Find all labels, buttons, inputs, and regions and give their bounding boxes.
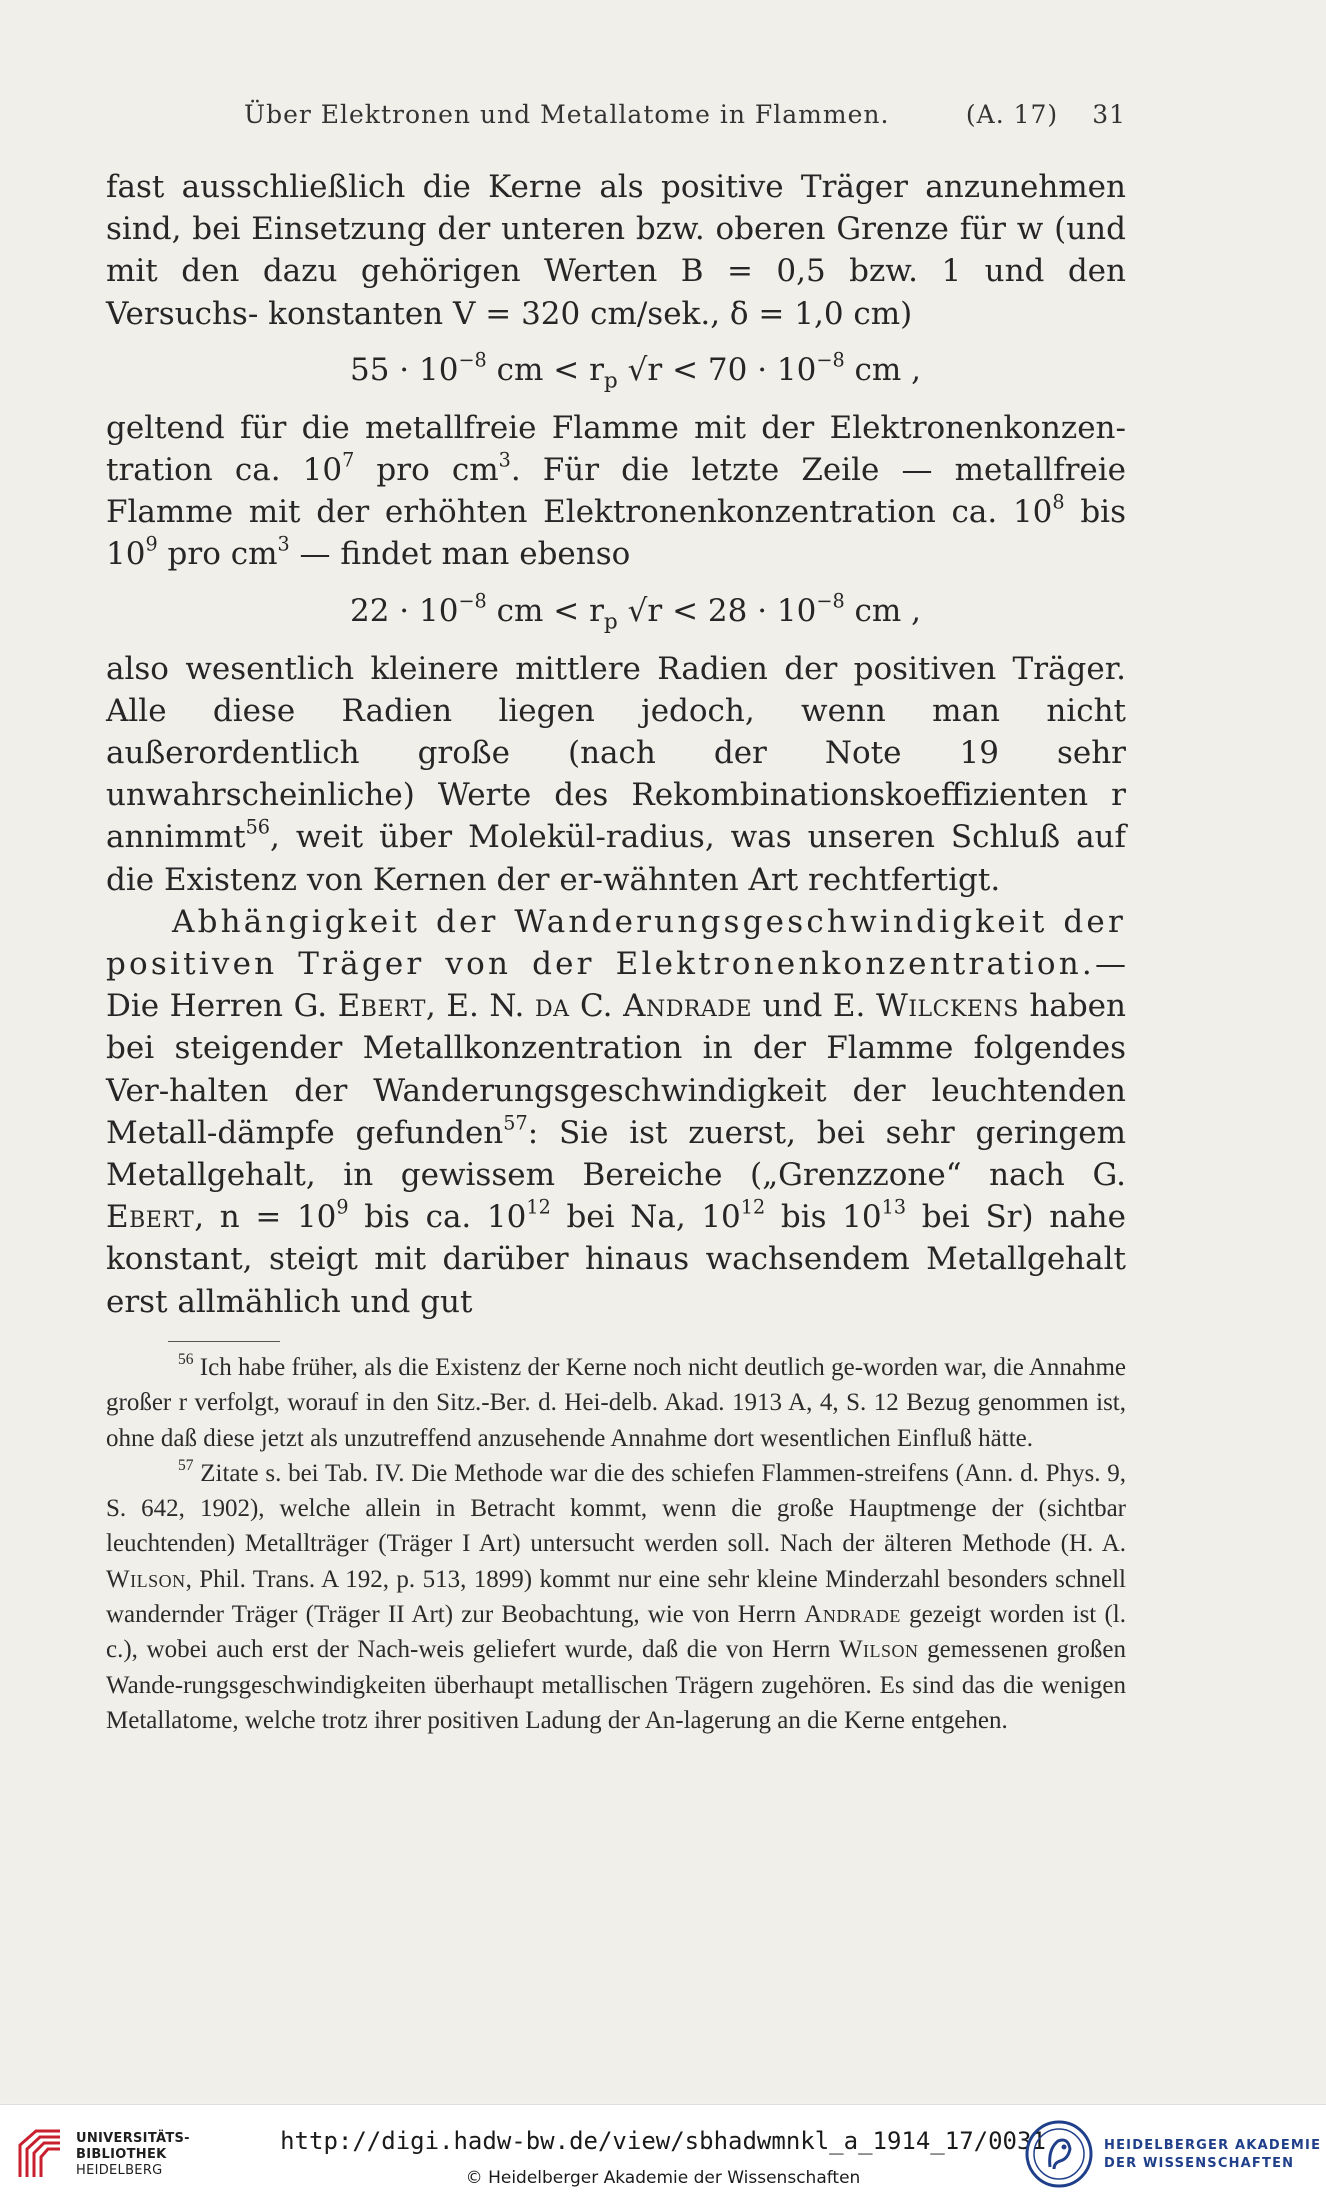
paragraph-4: Abhängigkeit der Wanderungsgeschwindigkeit der positiven Träger von der Elektronenkonzentration.—Die Herren G. Ebert, E. N. da C. Andrade und E. Wilckens haben bei steigender Metallkonzentration in der Flamme folgendes Ver-halten der Wanderungsgeschwindigkeit der leuchtenden Metall-dämpfe gefunden$^{57}$: Sie ist zuerst, bei sehr geringem Metallgehalt, in gewissem Bereiche („Grenzzone“ nach G. Ebert, $n = 10^9$ bis ca. $10^{12}$ bei Na, $10^{12}$ bis $10^{13}$ bei Sr) nahe konstant, steigt mit darüber hinaus wachsendem Metallgehalt erst allmählich und gut [106,903,1126,1320]
academy-name: HEIDELBERGER AKADEMIE DER WISSENSCHAFTEN [1104,2138,1322,2171]
footer-band [0,2104,1326,2203]
footnotes [106,1350,1126,1738]
paragraph-2: geltend für die metallfreie Flamme mit der Elektronenkonzen-tration ca. $10^7$ pro $cm^3$. Für die letzte Zeile — metallfreie Flamme mit der erhöhten Elektronenkonzentration ca. $10^8$ bis $10^9$ pro $cm^3$ — findet man ebenso [106,409,1126,573]
running-title: Über Elektronen und Metallatome in Flammen. [244,100,890,129]
source-url-link[interactable]: http://digi.hadw-bw.de/view/sbhadwmnkl_a_1914_17/0031 [280,2127,1046,2155]
footnote-ref-57: 57 [503,1111,528,1135]
running-header [244,100,1126,129]
footnote-ref-56: 56 [245,815,271,839]
footnote-57: $^{57}$ Zitate s. bei Tab. IV. Die Methode war die des schiefen Flammen-streifens (Ann. d. Phys. 9, S. 642, 1902), welche allein in Betracht kommt, wenn die große Hauptmenge der (sichtbar leuchtenden) Metallträger (Träger I Art) untersucht werden soll. Nach der älteren Methode (H. A. Wilson, Phil. Trans. A 192, p. 513, 1899) kommt nur eine sehr kleine Minderzahl besonders schnell wandernder Träger (Träger II Art) zur Beobachtung, wie von Herrn Andrade gezeigt worden ist (l. c.), wobei auch erst der Nach-weis geliefert wurde, daß die von Herrn Wilson gemessenen großen Wande-rungsgeschwindigkeiten überhaupt metallischen Trägern zugehören. Es sind das die wenigen Metallatome, welche trotz ihrer positiven Ladung der An-lagerung an die Kerne entgehen. [106,1457,1126,1734]
equation-1: $55 \cdot 10^{-8}$ cm < $r_p$ $√r < 70 \cdot 10^{-8}$ cm , [350,348,922,394]
paragraph-3: also wesentlich kleinere mittlere Radien der positiven Träger. Alle diese Radien liegen jedoch, wenn man nicht außerordentlich große (nach der Note 19 sehr unwahrscheinliche) Werte des Rekombinationskoeffizienten r annimmt$^{56}$, weit über Molekül-radius, was unseren Schluß auf die Existenz von Kernen der er-wähnten Art rechtfertigt. [106,650,1126,898]
main-text [106,166,1126,1323]
footnote-rule [168,1341,280,1342]
library-name: UNIVERSITÄTS- BIBLIOTHEK HEIDELBERG [76,2131,190,2178]
equation-2: $22 \cdot 10^{-8}$ cm < $r_p$ $√r < 28 \cdot 10^{-8}$ cm , [350,589,922,635]
academy-seal-icon [1024,2119,1094,2189]
series-number: (A. 17) [965,100,1059,129]
footnote-56: $^{56}$ Ich habe früher, als die Existenz der Kerne noch nicht deutlich ge-worden war, die Annahme großer r verfolgt, worauf in den Sitz.-Ber. d. Hei-delb. Akad. 1913 A, 4, S. 12 Bezug genommen ist, ohne daß diese jetzt als unzutreffend anzusehende Annahme dort wesentlichen Einfluß hätte. [106,1351,1126,1452]
copyright-notice: © Heidelberger Akademie der Wissenschaften [465,2168,861,2188]
paragraph-1: fast ausschließlich die Kerne als positive Träger anzunehmen sind, bei Einsetzung der unteren bzw. oberen Grenze für w (und mit den dazu gehörigen Werten B = 0,5 bzw. 1 und den Versuchs- konstanten V = 320 cm/sek., δ = 1,0 cm) [106,169,1126,332]
section-heading: Abhängigkeit der Wanderungsgeschwindigkeit der positiven Träger von der Elektronenkonzentration. [106,903,1126,983]
page-number: 31 [1092,100,1126,129]
